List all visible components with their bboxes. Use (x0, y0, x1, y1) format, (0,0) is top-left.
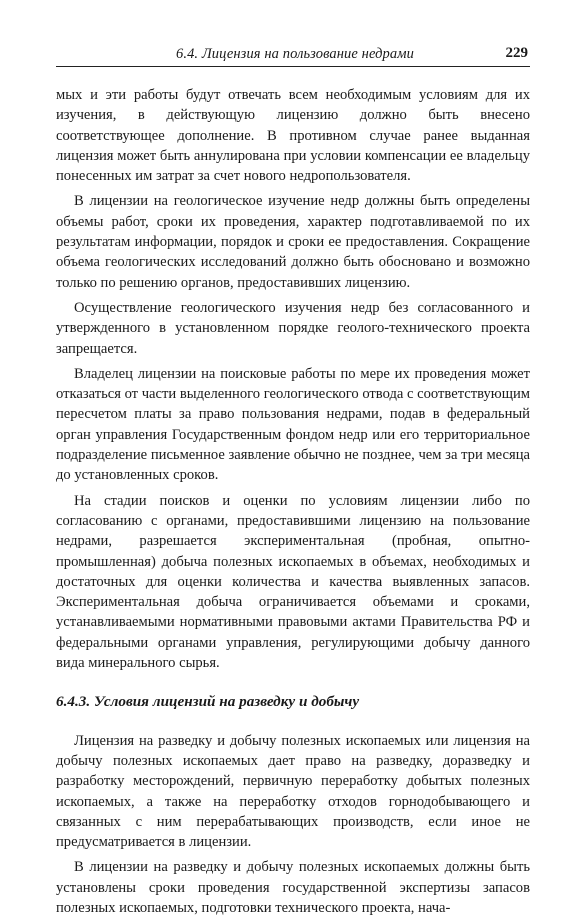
paragraph: Осуществление геологического изучения недр без согласованного и утвержденного в установленном порядке геолого-технического проекта запрещается. (56, 299, 530, 357)
paragraph: Владелец лицензии на поисковые работы по мере их проведения может отказаться от части выделенного геологического отвода с соответствующим пересчетом платы за право пользования недрами, подав в федеральный орган управления Государственным фондом недр или его территориальное подразделение письменное заявление обычно не позднее, чем за три месяца до установленных сроков. (56, 365, 530, 484)
running-title: 6.4. Лицензия на пользование недрами (176, 46, 414, 62)
body-text (56, 85, 530, 923)
paragraph-continuation: мых и эти работы будут отвечать всем необходимым условиям для их изучения, в действующую лицензию должно быть внесено соответствующее дополнение. В противном случае ранее выданная лицензия может быть аннулирована при условии компенсации ее владельцу понесенных им затрат за счет нового недропользователя. (56, 87, 530, 185)
page-number: 229 (505, 45, 528, 61)
paragraph: Лицензия на разведку и добычу полезных ископаемых или лицензия на добычу полезных ископаемых дает право на разведку, доразведку и разработку месторождений, первичную переработку добытых полезных ископаемых, а также на переработку отходов горнодобывающего и связанных с ним перерабатывающих производств, если иное не предусматривается в лицензии. (56, 732, 530, 851)
running-header (56, 44, 530, 67)
section-heading: 6.4.3. Условия лицензий на разведку и добычу (56, 693, 360, 711)
paragraph: В лицензии на разведку и добычу полезных ископаемых должны быть установлены сроки проведения государственной экспертизы запасов полезных ископаемых, подготовки технического проекта, нача- (56, 859, 530, 916)
paragraph: На стадии поисков и оценки по условиям лицензии либо по согласованию с органами, предоставившими лицензию на пользование недрами, разрешается экспериментальная (пробная, опытно-промышленная) добыча полезных ископаемых в объемах, необходимых и достаточных для оценки количества и качества выявленных запасов. Экспериментальная добыча ограничивается объемами и сроками, устанавливаемыми нормативными правовыми актами Правительства РФ и федеральными органами управления, регулирующими добычу данного вида минерального сырья. (56, 492, 530, 672)
paragraph: В лицензии на геологическое изучение недр должны быть определены объемы работ, сроки их проведения, характер подготавливаемой по их результатам информации, порядок и сроки ее предоставления. Сокращение объема геологических исследований должно быть обосновано и возможно только по решению органов, предоставивших лицензию. (56, 193, 530, 291)
